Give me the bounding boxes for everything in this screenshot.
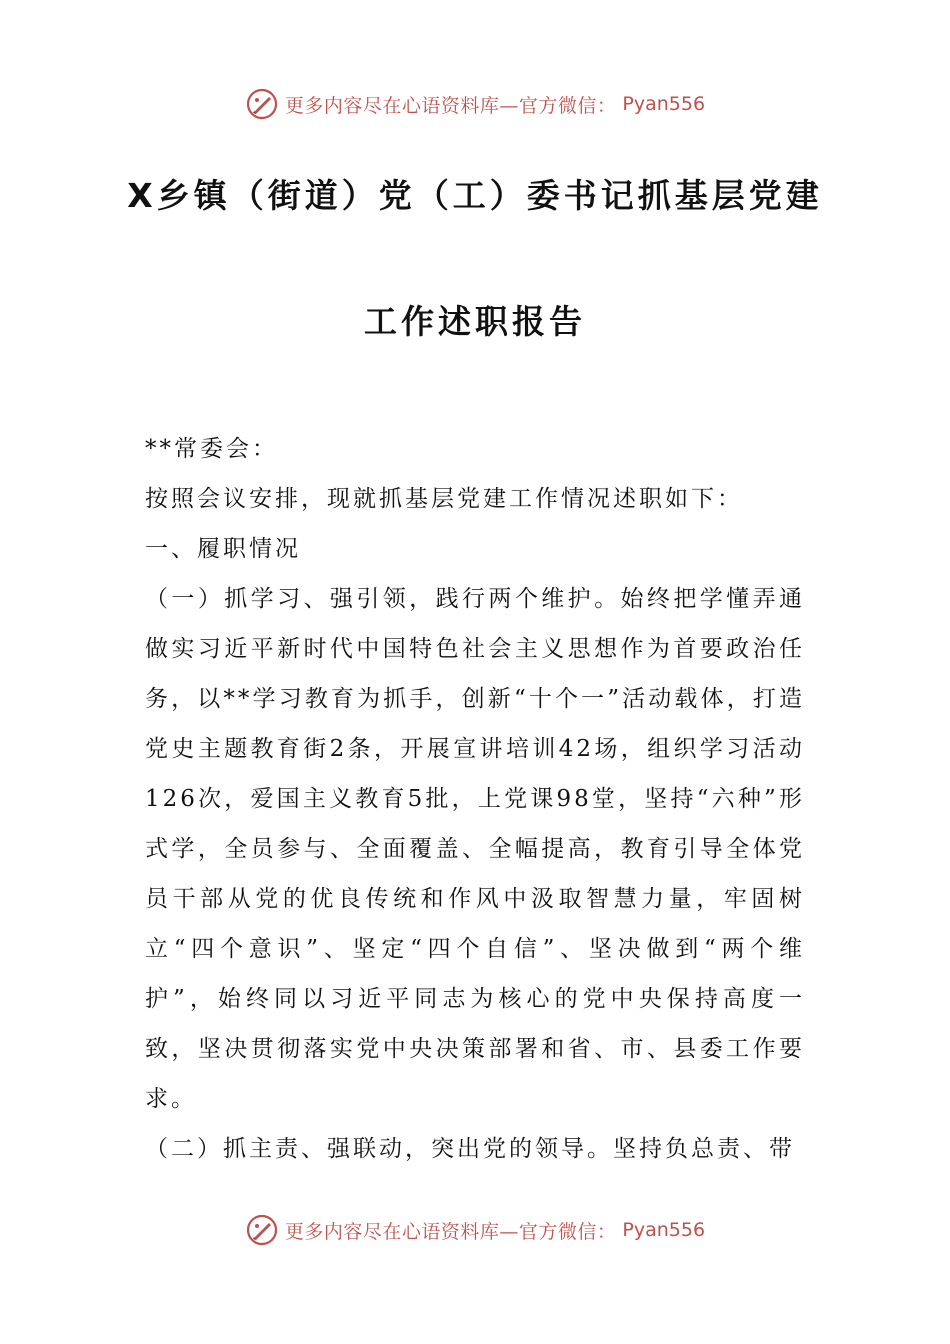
document-title-line-2: 工作述职报告 — [364, 302, 586, 341]
watermark-text: 更多内容尽在心语资料库—官方微信： — [284, 1220, 617, 1243]
paragraph-2: （二）抓主责、强联动，突出党的领导。坚持负总责、带 — [145, 1136, 795, 1162]
quill-logo-icon — [245, 87, 279, 121]
quill-logo-icon — [245, 1213, 279, 1247]
watermark-text: 更多内容尽在心语资料库—官方微信： — [284, 94, 617, 117]
intro-paragraph: 按照会议安排，现就抓基层党建工作情况述职如下： — [145, 486, 743, 512]
paragraph-1: （一）抓学习、强引领，践行两个维护。始终把学懂弄通做实习近平新时代中国特色社会主义思想作为首要政治任务，以**学习教育为抓手，创新“十个一”活动载体，打造党史主题教育街2条，开展宣讲培训42场，组织学习活动126次，爱国主义教育5批，上党课98堂，坚持“六种”形式学，全员参与、全面覆盖、全幅提高，教育引导全体党员干部从党的优良传统和作风中汲取智慧力量，牢固树立“四个意识”、坚定“四个自信”、坚决做到“两个维护”，始终同以习近平同志为核心的党中央保持高度一致，坚决贯彻落实党中央决策部署和省、市、县委工作要求。 — [145, 586, 805, 1112]
watermark-handle: Pyan556 — [622, 93, 706, 115]
header-watermark — [0, 84, 950, 124]
watermark-handle: Pyan556 — [622, 1219, 706, 1241]
document-body — [145, 424, 805, 1174]
section-heading: 一、履职情况 — [145, 536, 301, 562]
footer-watermark — [0, 1210, 950, 1250]
salutation: **常委会： — [145, 436, 278, 462]
document-title-line-1: X乡镇（街道）党（工）委书记抓基层党建 — [127, 176, 823, 215]
